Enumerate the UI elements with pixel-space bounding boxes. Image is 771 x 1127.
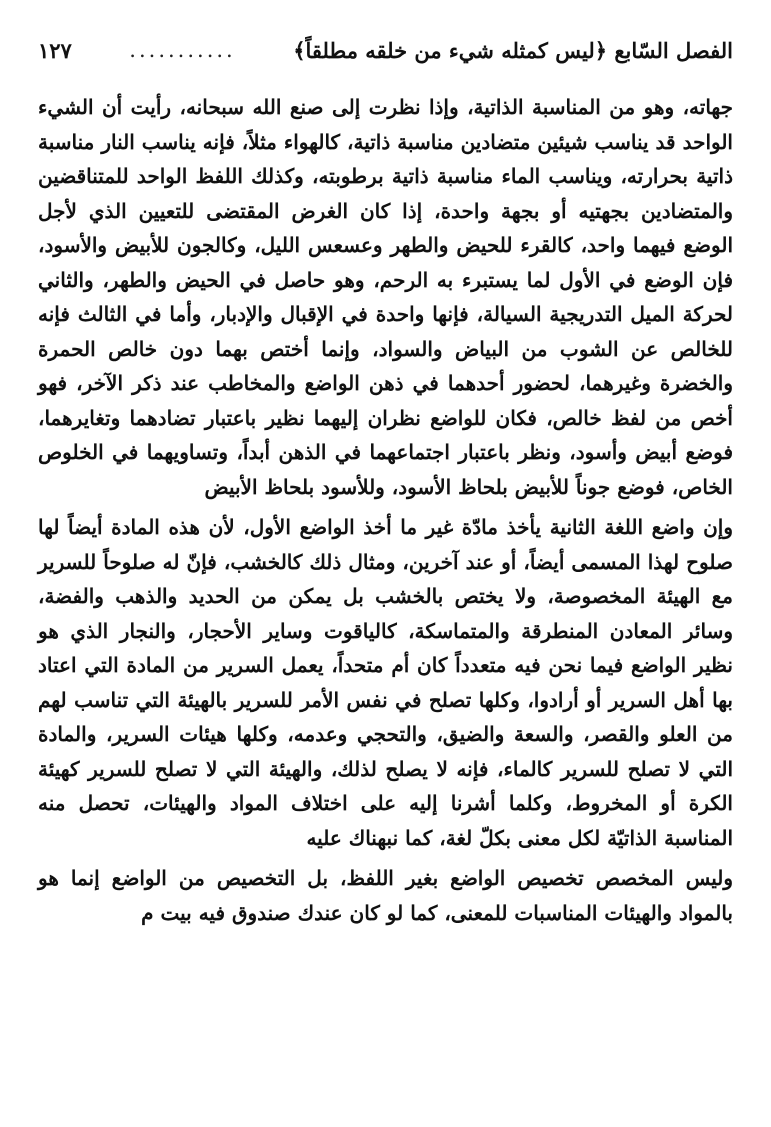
paragraph-2: وإن واضع اللغة الثانية يأخذ مادّة غير ما أخذ الواضع الأول، لأن هذه المادة أيضاً لها صلوح لهذا المسمى أيضاً، أو عند آخرين، ومثال ذلك كالخشب، فإنّ له صلوحاً للسرير مع الهيئة المخصوصة، ولا يختص بالخشب بل يمكن من الحديد والذهب والفضة، وسائر المعادن المنطرقة والمتماسكة، كالياقوت وساير الأحجار، والنجار الذي هو نظير الواضع فيما نحن فيه متعدداً كان أم متحداً، يعمل السرير من المادة التي اعتاد بها أهل السرير أو أرادوا، وكلها تصلح في نفس الأمر للسرير بالهيئة التي تناسب لهم من العلو والقصر، والسعة والضيق، والتحجي وعدمه، وكلها هيئات السرير، والمادة التي لا تصلح للسرير كالماء، فإنه لا يصلح لذلك، والهيئة التي لا تصلح للسرير كهيئة الكرة أو المخروط، وكلما أشرنا إليه على اختلاف المواد والهيئات، تحصل منه المناسبة الذاتيّة لكل معنى بكلّ لغة، كما نبهناك عليه (38, 515, 733, 850)
page-body (38, 90, 733, 930)
paragraph-3: وليس المخصص تخصيص الواضع بغير اللفظ، بل التخصيص من الواضع إنما هو بالمواد والهيئات المناسبات للمعنى، كما لو كان عندك صندوق فيه بيت م (38, 866, 733, 925)
page-number: ١٢٧ (38, 37, 72, 63)
paragraph-1: جهاته، وهو من المناسبة الذاتية، وإذا نظرت إلى صنع الله سبحانه، رأيت أن الشيء الواحد قد يناسب شيئين متضادين مناسبة ذاتية، كالهواء مثلاً، فإنه يناسب النار مناسبة ذاتية بحرارته، ويناسب الماء مناسبة ذاتية برطوبته، وكذلك اللفظ الواحد للمتناقضين والمتضادين بجهتيه أو بجهة واحدة، إذا كان الغرض المقتضى للتعيين الذي لأجل الوضع فيهما واحد، كالقرء للحيض والطهر وعسعس الليل، وكالجون للأبيض والأسود، فإن الوضع في الأول لما يستبرء به الرحم، وهو حاصل في الحيض والطهر، والثاني لحركة الميل التدريجية السيالة، فإنها واحدة في الإقبال والإدبار، وأما في الثالث فإنه للخالص عن الشوب من البياض والسواد، وإنما أختص بهما دون خالص الحمرة والخضرة وغيرهما، لحضور أحدهما في ذهن الواضع والمخاطب عند ذكر الآخر، فهو أخص من لفظ خالص، فكان للواضع نظران إليهما نظير باعتبار تضادهما وتغايرهما، فوضع أبيض وأسود، ونظر باعتبار اجتماعهما في الذهن أبداً، وتساويهما في الخلوص الخاص، فوضع جوناً للأبيض بلحاظ الأسود، وللأسود بلحاظ الأبيض (38, 95, 734, 499)
chapter-title: الفصل السّابع ﴿ليس كمثله شيء من خلقه مطلقاً﴾ (293, 37, 733, 63)
page-header (38, 30, 733, 70)
leader-dots: ........... (129, 38, 236, 62)
